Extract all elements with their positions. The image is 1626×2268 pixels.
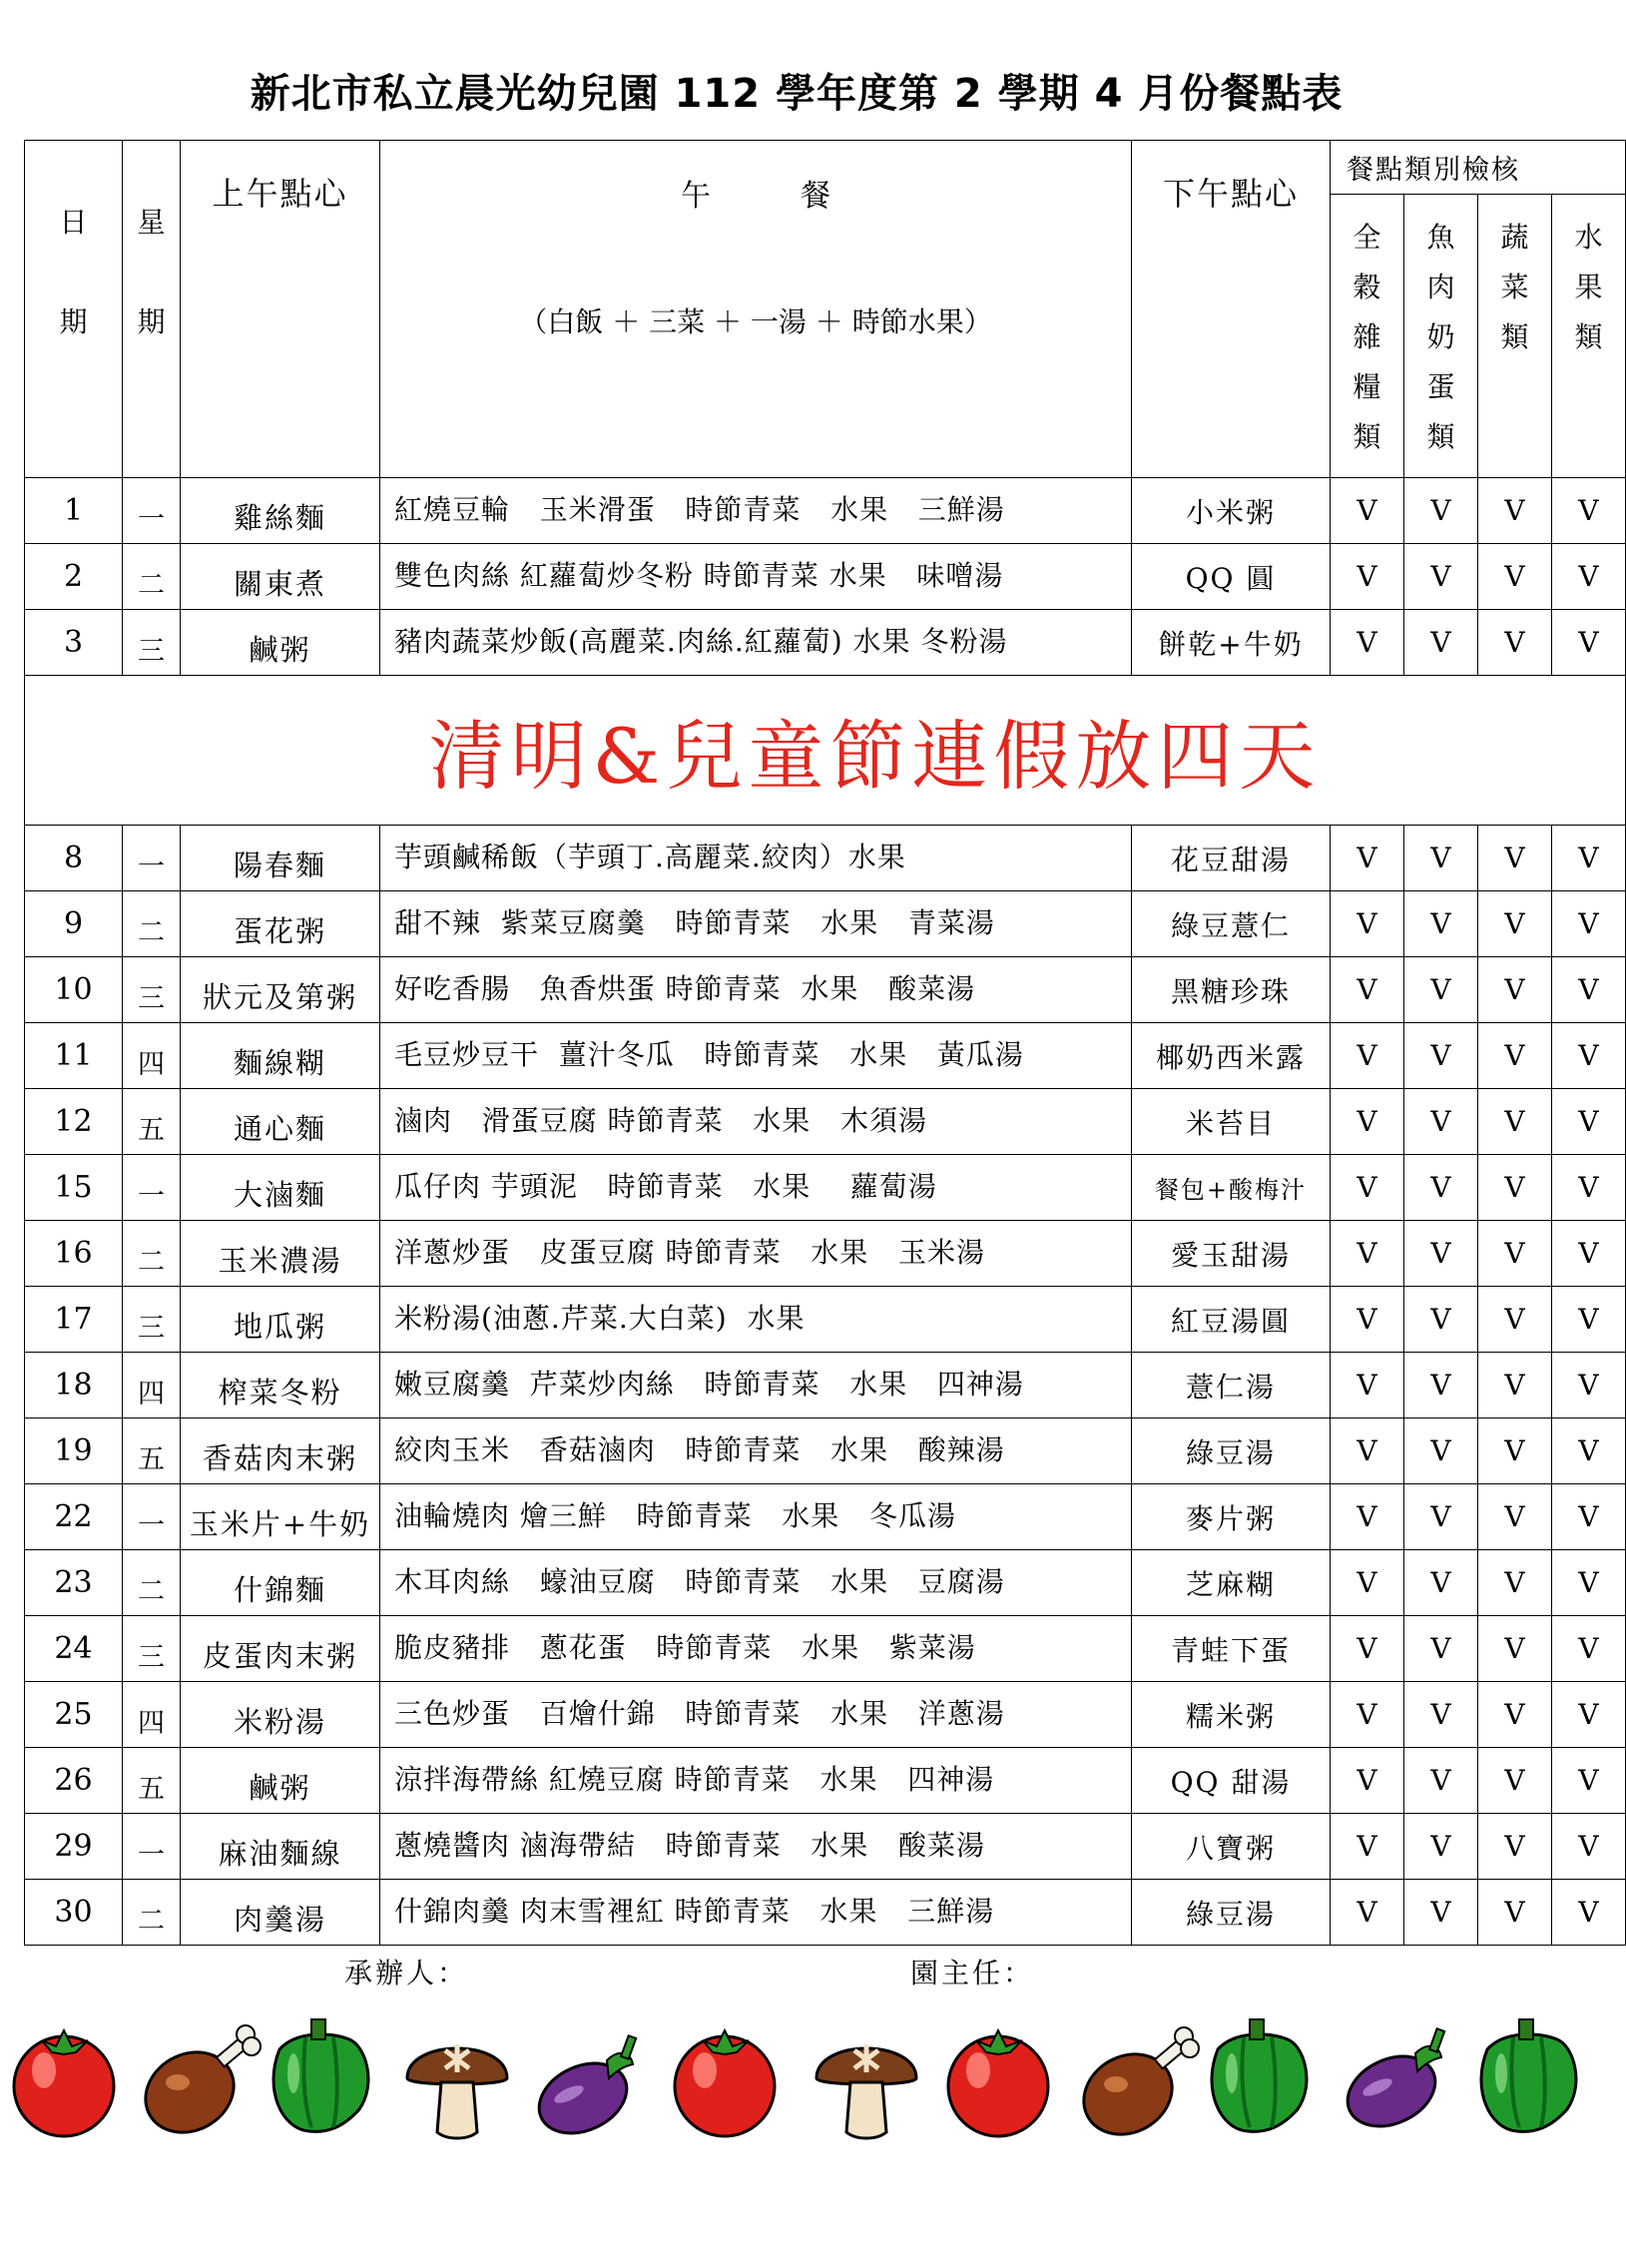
category-check-cell: V	[1478, 1880, 1552, 1946]
date-cell: 23	[25, 1550, 123, 1616]
pm-snack-cell: 餐包+酸梅汁	[1132, 1155, 1331, 1221]
pm-snack-cell: QQ 甜湯	[1132, 1748, 1331, 1814]
date-cell: 2	[25, 544, 123, 610]
category-check-cell: V	[1478, 1616, 1552, 1682]
lunch-cell: 洋蔥炒蛋 皮蛋豆腐 時節青菜 水果 玉米湯	[380, 1221, 1132, 1287]
header-category-char: 全	[1353, 221, 1381, 254]
pm-snack-cell: 小米粥	[1132, 478, 1331, 544]
lunch-cell: 三色炒蛋 百燴什錦 時節青菜 水果 洋蔥湯	[380, 1682, 1132, 1748]
pm-snack-cell: 綠豆湯	[1132, 1880, 1331, 1946]
header-category-char: 糧	[1353, 370, 1381, 403]
pm-snack-cell: QQ 圓	[1132, 544, 1331, 610]
category-check-cell: V	[1552, 1287, 1626, 1353]
decoration-icons	[10, 2014, 1583, 2144]
tomato-icon	[675, 2030, 775, 2136]
am-snack-cell: 關東煮	[181, 544, 380, 610]
header-weekday	[123, 141, 181, 478]
category-check-cell: V	[1404, 478, 1478, 544]
pm-snack-cell: 芝麻糊	[1132, 1550, 1331, 1616]
am-snack-cell: 榨菜冬粉	[181, 1353, 380, 1418]
category-check-cell: V	[1331, 1748, 1404, 1814]
header-category-char: 穀	[1353, 271, 1381, 303]
table-row	[25, 1287, 1626, 1353]
table-row	[25, 1484, 1626, 1550]
category-check-cell: V	[1404, 1023, 1478, 1089]
weekday-cell: 三	[123, 610, 181, 676]
weekday-cell: 二	[123, 891, 181, 957]
director-signature-label: 園主任：	[910, 1957, 1035, 1989]
category-check-cell: V	[1331, 891, 1404, 957]
category-check-cell: V	[1331, 1550, 1404, 1616]
am-snack-cell: 蛋花粥	[181, 891, 380, 957]
lunch-cell: 豬肉蔬菜炒飯(高麗菜.肉絲.紅蘿蔔) 水果 冬粉湯	[380, 610, 1132, 676]
category-check-cell: V	[1331, 1089, 1404, 1155]
am-snack-cell: 狀元及第粥	[181, 957, 380, 1023]
category-check-cell: V	[1552, 1550, 1626, 1616]
weekday-cell: 二	[123, 1880, 181, 1946]
date-cell: 22	[25, 1484, 123, 1550]
category-check-cell: V	[1331, 544, 1404, 610]
category-check-cell: V	[1478, 1814, 1552, 1880]
header-category-4	[1552, 195, 1626, 478]
date-cell: 30	[25, 1880, 123, 1946]
weekday-cell: 三	[123, 1616, 181, 1682]
mushroom-icon	[816, 2044, 916, 2138]
category-check-cell: V	[1552, 1221, 1626, 1287]
category-check-cell: V	[1552, 1089, 1626, 1155]
category-check-cell: V	[1552, 1418, 1626, 1484]
category-check-cell: V	[1404, 1418, 1478, 1484]
lunch-cell: 滷肉 滑蛋豆腐 時節青菜 水果 木須湯	[380, 1089, 1132, 1155]
category-check-cell: V	[1478, 1682, 1552, 1748]
category-check-cell: V	[1404, 957, 1478, 1023]
am-snack-cell: 麵線糊	[181, 1023, 380, 1089]
date-cell: 15	[25, 1155, 123, 1221]
category-check-cell: V	[1478, 1550, 1552, 1616]
date-cell: 10	[25, 957, 123, 1023]
table-row	[25, 1880, 1626, 1946]
pm-snack-cell: 餅乾+牛奶	[1132, 610, 1331, 676]
header-am-snack	[181, 141, 380, 478]
category-check-cell: V	[1552, 1682, 1626, 1748]
table-row	[25, 1023, 1626, 1089]
lunch-cell: 瓜仔肉 芋頭泥 時節青菜 水果 蘿蔔湯	[380, 1155, 1132, 1221]
lunch-cell: 什錦肉羹 肉末雪裡紅 時節青菜 水果 三鮮湯	[380, 1880, 1132, 1946]
category-check-cell: V	[1331, 1221, 1404, 1287]
header-category-char: 果	[1574, 271, 1603, 303]
header-category-2	[1404, 195, 1478, 478]
table-row	[25, 1155, 1626, 1221]
am-snack-cell: 雞絲麵	[181, 478, 380, 544]
lunch-cell: 芋頭鹹稀飯（芋頭丁.高麗菜.絞肉）水果	[380, 826, 1132, 891]
am-snack-cell: 玉米片+牛奶	[181, 1484, 380, 1550]
category-check-cell: V	[1331, 1880, 1404, 1946]
date-cell: 25	[25, 1682, 123, 1748]
header-category-char: 類	[1353, 420, 1381, 453]
category-check-cell: V	[1552, 826, 1626, 891]
weekday-cell: 五	[123, 1089, 181, 1155]
drumstick-icon	[1069, 2027, 1199, 2150]
header-am-snack-label: 上午點心	[212, 175, 348, 213]
handler-signature-label: 承辦人：	[344, 1957, 469, 1989]
pm-snack-cell: 糯米粥	[1132, 1682, 1331, 1748]
category-check-cell: V	[1331, 1682, 1404, 1748]
category-check-cell: V	[1552, 1155, 1626, 1221]
pm-snack-cell: 青蛙下蛋	[1132, 1616, 1331, 1682]
date-cell: 3	[25, 610, 123, 676]
weekday-cell: 三	[123, 957, 181, 1023]
category-check-cell: V	[1404, 544, 1478, 610]
category-check-cell: V	[1331, 1287, 1404, 1353]
category-check-cell: V	[1404, 1221, 1478, 1287]
table-row	[25, 1353, 1626, 1418]
header-category-char: 蔬	[1500, 221, 1529, 254]
category-check-cell: V	[1552, 1484, 1626, 1550]
weekday-cell: 五	[123, 1418, 181, 1484]
tomato-icon	[948, 2030, 1048, 2136]
category-check-cell: V	[1331, 1353, 1404, 1418]
category-check-cell: V	[1331, 826, 1404, 891]
category-check-cell: V	[1478, 957, 1552, 1023]
category-check-cell: V	[1478, 1155, 1552, 1221]
table-row	[25, 1748, 1626, 1814]
category-check-cell: V	[1552, 1353, 1626, 1418]
category-check-cell: V	[1404, 1616, 1478, 1682]
table-row	[25, 826, 1626, 891]
mushroom-icon	[407, 2044, 507, 2138]
weekday-cell: 一	[123, 1814, 181, 1880]
pm-snack-cell: 黑糖珍珠	[1132, 957, 1331, 1023]
header-pm-snack-label: 下午點心	[1162, 175, 1299, 213]
category-check-cell: V	[1478, 826, 1552, 891]
drumstick-icon	[131, 2025, 261, 2148]
category-check-cell: V	[1331, 1484, 1404, 1550]
eggplant-icon	[528, 2035, 638, 2146]
category-check-cell: V	[1478, 610, 1552, 676]
category-check-cell: V	[1331, 957, 1404, 1023]
category-check-cell: V	[1552, 478, 1626, 544]
am-snack-cell: 鹹粥	[181, 1748, 380, 1814]
green-pepper-icon	[1212, 2019, 1307, 2131]
am-snack-cell: 肉羹湯	[181, 1880, 380, 1946]
table-row	[25, 1682, 1626, 1748]
lunch-cell: 雙色肉絲 紅蘿蔔炒冬粉 時節青菜 水果 味噌湯	[380, 544, 1132, 610]
pm-snack-cell: 米苔目	[1132, 1089, 1331, 1155]
weekday-cell: 二	[123, 1221, 181, 1287]
pm-snack-cell: 薏仁湯	[1132, 1353, 1331, 1418]
category-check-cell: V	[1478, 1287, 1552, 1353]
page-title: 新北市私立晨光幼兒園 112 學年度第 2 學期 4 月份餐點表	[250, 71, 1344, 117]
category-check-cell: V	[1404, 1353, 1478, 1418]
header-date-char-2: 期	[59, 305, 88, 338]
header-category-char: 類	[1500, 320, 1529, 353]
category-check-cell: V	[1552, 1023, 1626, 1089]
category-check-cell: V	[1478, 1418, 1552, 1484]
date-cell: 17	[25, 1287, 123, 1353]
table-row	[25, 1418, 1626, 1484]
weekday-cell: 一	[123, 826, 181, 891]
category-check-cell: V	[1552, 1748, 1626, 1814]
green-pepper-icon	[1481, 2019, 1576, 2131]
eggplant-icon	[1337, 2028, 1446, 2139]
am-snack-cell: 玉米濃湯	[181, 1221, 380, 1287]
am-snack-cell: 陽春麵	[181, 826, 380, 891]
lunch-cell: 蔥燒醬肉 滷海帶結 時節青菜 水果 酸菜湯	[380, 1814, 1132, 1880]
category-check-cell: V	[1552, 1814, 1626, 1880]
am-snack-cell: 鹹粥	[181, 610, 380, 676]
table-row	[25, 1550, 1626, 1616]
category-check-cell: V	[1331, 1616, 1404, 1682]
green-pepper-icon	[273, 2019, 368, 2131]
category-check-cell: V	[1552, 1880, 1626, 1946]
header-category-char: 奶	[1426, 320, 1455, 353]
category-check-cell: V	[1552, 610, 1626, 676]
category-check-cell: V	[1478, 1353, 1552, 1418]
table-row	[25, 478, 1626, 544]
lunch-cell: 涼拌海帶絲 紅燒豆腐 時節青菜 水果 四神湯	[380, 1748, 1132, 1814]
weekday-cell: 二	[123, 1550, 181, 1616]
category-check-cell: V	[1404, 1155, 1478, 1221]
category-check-cell: V	[1478, 891, 1552, 957]
am-snack-cell: 皮蛋肉末粥	[181, 1616, 380, 1682]
pm-snack-cell: 綠豆薏仁	[1132, 891, 1331, 957]
category-check-cell: V	[1552, 957, 1626, 1023]
pm-snack-cell: 綠豆湯	[1132, 1418, 1331, 1484]
date-cell: 29	[25, 1814, 123, 1880]
category-check-cell: V	[1552, 891, 1626, 957]
lunch-cell: 毛豆炒豆干 薑汁冬瓜 時節青菜 水果 黃瓜湯	[380, 1023, 1132, 1089]
date-cell: 16	[25, 1221, 123, 1287]
weekday-cell: 五	[123, 1748, 181, 1814]
tomato-icon	[14, 2030, 114, 2136]
category-check-cell: V	[1552, 1616, 1626, 1682]
header-category-char: 菜	[1500, 271, 1529, 303]
category-check-cell: V	[1331, 1023, 1404, 1089]
header-category-char: 類	[1574, 320, 1603, 353]
date-cell: 12	[25, 1089, 123, 1155]
menu-table	[24, 140, 1626, 1946]
pm-snack-cell: 紅豆湯圓	[1132, 1287, 1331, 1353]
pm-snack-cell: 花豆甜湯	[1132, 826, 1331, 891]
header-weekday-char-1: 星	[137, 206, 166, 239]
category-check-cell: V	[1478, 1748, 1552, 1814]
category-check-cell: V	[1404, 1814, 1478, 1880]
am-snack-cell: 米粉湯	[181, 1682, 380, 1748]
date-cell: 11	[25, 1023, 123, 1089]
date-cell: 24	[25, 1616, 123, 1682]
am-snack-cell: 地瓜粥	[181, 1287, 380, 1353]
pm-snack-cell: 八寶粥	[1132, 1814, 1331, 1880]
weekday-cell: 一	[123, 1155, 181, 1221]
category-check-cell: V	[1552, 544, 1626, 610]
am-snack-cell: 通心麵	[181, 1089, 380, 1155]
table-row	[25, 1814, 1626, 1880]
am-snack-cell: 大滷麵	[181, 1155, 380, 1221]
category-check-cell: V	[1331, 610, 1404, 676]
lunch-cell: 木耳肉絲 蠔油豆腐 時節青菜 水果 豆腐湯	[380, 1550, 1132, 1616]
header-category-char: 肉	[1426, 271, 1455, 303]
category-check-cell: V	[1404, 1089, 1478, 1155]
weekday-cell: 一	[123, 1484, 181, 1550]
lunch-cell: 好吃香腸 魚香烘蛋 時節青菜 水果 酸菜湯	[380, 957, 1132, 1023]
lunch-cell: 油輪燒肉 燴三鮮 時節青菜 水果 冬瓜湯	[380, 1484, 1132, 1550]
table-row	[25, 544, 1626, 610]
category-check-cell: V	[1404, 1287, 1478, 1353]
category-check-cell: V	[1478, 1484, 1552, 1550]
header-category-char: 蛋	[1426, 370, 1455, 403]
date-cell: 18	[25, 1353, 123, 1418]
holiday-notice: 清明&兒童節連假放四天	[25, 676, 1626, 826]
pm-snack-cell: 麥片粥	[1132, 1484, 1331, 1550]
header-lunch-sub: （白飯 ＋ 三菜 ＋ 一湯 ＋ 時節水果）	[519, 305, 992, 338]
header-date-char-1: 日	[59, 206, 88, 239]
category-check-cell: V	[1331, 1418, 1404, 1484]
weekday-cell: 四	[123, 1353, 181, 1418]
category-check-cell: V	[1478, 1221, 1552, 1287]
weekday-cell: 二	[123, 544, 181, 610]
category-check-cell: V	[1404, 891, 1478, 957]
holiday-row	[25, 676, 1626, 826]
header-lunch	[380, 141, 1132, 478]
header-category-1	[1331, 195, 1404, 478]
am-snack-cell: 什錦麵	[181, 1550, 380, 1616]
weekday-cell: 四	[123, 1023, 181, 1089]
category-check-cell: V	[1331, 1155, 1404, 1221]
weekday-cell: 三	[123, 1287, 181, 1353]
category-check-cell: V	[1478, 544, 1552, 610]
table-row	[25, 891, 1626, 957]
pm-snack-cell: 椰奶西米露	[1132, 1023, 1331, 1089]
header-category-char: 水	[1574, 221, 1603, 254]
table-row	[25, 1221, 1626, 1287]
header-category-char: 魚	[1426, 221, 1455, 254]
am-snack-cell: 麻油麵線	[181, 1814, 380, 1880]
weekday-cell: 四	[123, 1682, 181, 1748]
category-check-cell: V	[1404, 1748, 1478, 1814]
category-check-cell: V	[1478, 1023, 1552, 1089]
date-cell: 1	[25, 478, 123, 544]
date-cell: 19	[25, 1418, 123, 1484]
lunch-cell: 米粉湯(油蔥.芹菜.大白菜) 水果	[380, 1287, 1132, 1353]
header-category-3	[1478, 195, 1552, 478]
date-cell: 9	[25, 891, 123, 957]
category-check-cell: V	[1331, 478, 1404, 544]
lunch-cell: 紅燒豆輪 玉米滑蛋 時節青菜 水果 三鮮湯	[380, 478, 1132, 544]
category-check-cell: V	[1404, 1550, 1478, 1616]
lunch-cell: 絞肉玉米 香菇滷肉 時節青菜 水果 酸辣湯	[380, 1418, 1132, 1484]
header-category-char: 類	[1426, 420, 1455, 453]
header-lunch-label: 午餐	[681, 179, 920, 214]
date-cell: 26	[25, 1748, 123, 1814]
table-row	[25, 1089, 1626, 1155]
lunch-cell: 甜不辣 紫菜豆腐羹 時節青菜 水果 青菜湯	[380, 891, 1132, 957]
date-cell: 8	[25, 826, 123, 891]
menu-table-frame	[24, 140, 1603, 1957]
table-row	[25, 610, 1626, 676]
category-check-cell: V	[1404, 1484, 1478, 1550]
category-check-cell: V	[1404, 1682, 1478, 1748]
am-snack-cell: 香菇肉末粥	[181, 1418, 380, 1484]
category-check-cell: V	[1404, 1880, 1478, 1946]
header-date	[25, 141, 123, 478]
table-row	[25, 1616, 1626, 1682]
weekday-cell: 一	[123, 478, 181, 544]
category-check-cell: V	[1331, 1814, 1404, 1880]
header-category-char: 雜	[1353, 320, 1381, 353]
header-check: 餐點類別檢核	[1331, 141, 1626, 195]
lunch-cell: 脆皮豬排 蔥花蛋 時節青菜 水果 紫菜湯	[380, 1616, 1132, 1682]
category-check-cell: V	[1404, 610, 1478, 676]
header-pm-snack	[1132, 141, 1331, 478]
lunch-cell: 嫩豆腐羹 芹菜炒肉絲 時節青菜 水果 四神湯	[380, 1353, 1132, 1418]
category-check-cell: V	[1404, 826, 1478, 891]
header-weekday-char-2: 期	[137, 305, 166, 338]
category-check-cell: V	[1478, 478, 1552, 544]
table-row	[25, 957, 1626, 1023]
pm-snack-cell: 愛玉甜湯	[1132, 1221, 1331, 1287]
category-check-cell: V	[1478, 1089, 1552, 1155]
